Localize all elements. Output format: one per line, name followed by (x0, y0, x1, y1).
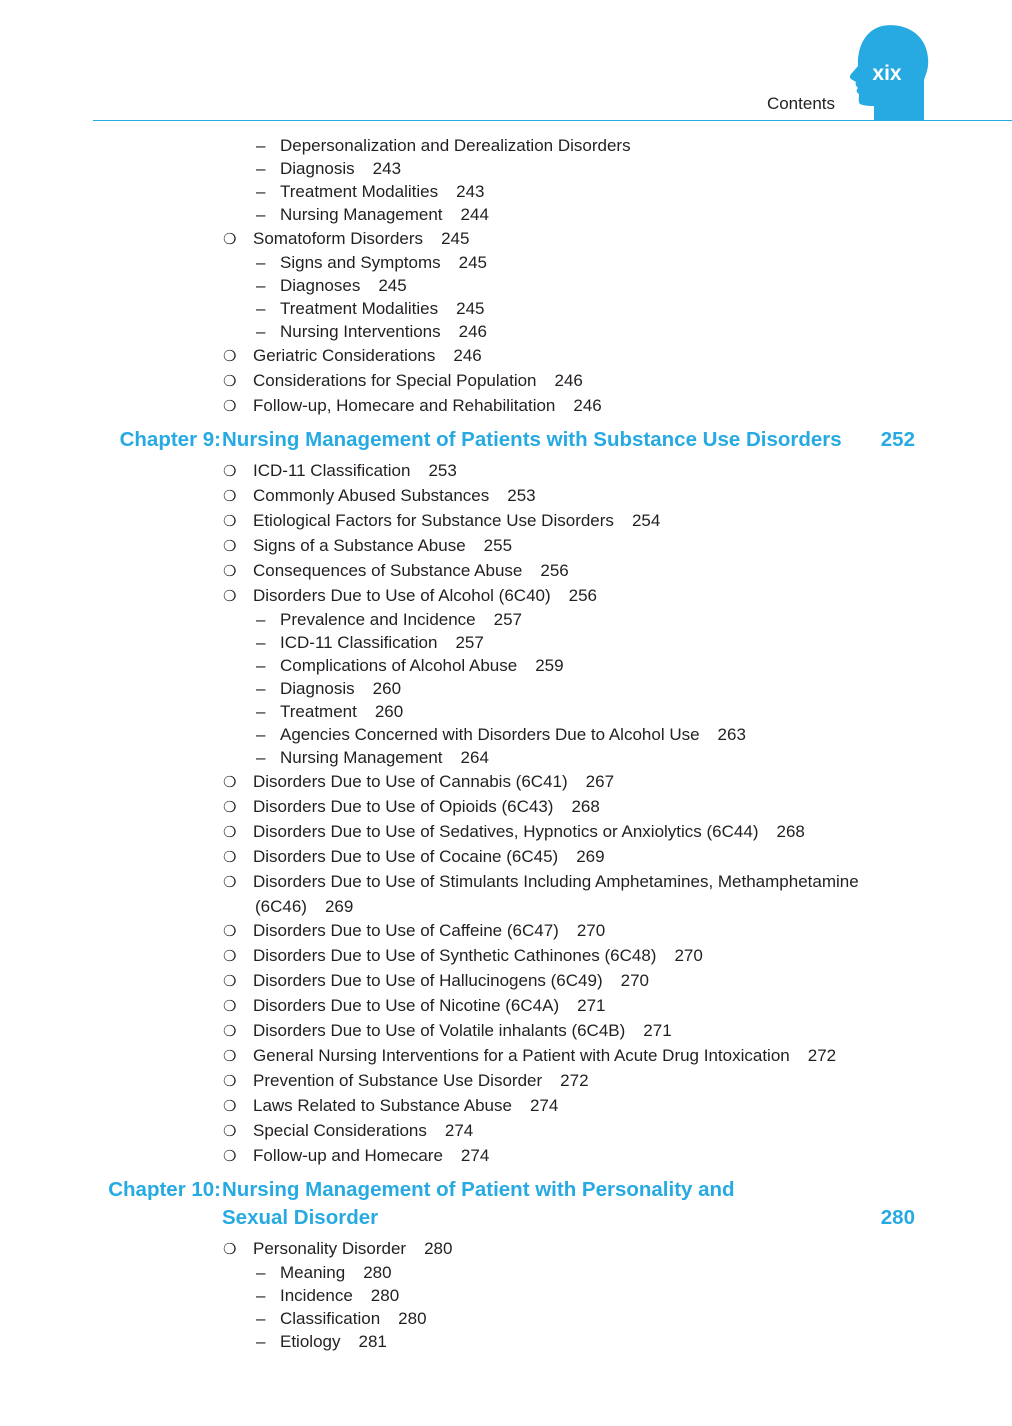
toc-entry[interactable] (223, 769, 1012, 794)
entry-title: Follow-up, Homecare and Rehabilitation (253, 396, 556, 415)
subentry-page-number: 260 (374, 702, 404, 721)
entry-page-number: 274 (460, 1146, 490, 1165)
entry-page-number: 280 (424, 1239, 453, 1258)
subentry-page-number: 259 (535, 656, 564, 675)
entry-page-number: 246 (554, 371, 583, 390)
circle-bullet-icon: ❍ (223, 231, 237, 248)
subentry-title: Classification (280, 1309, 381, 1328)
subentry-title: Diagnosis (280, 679, 355, 698)
header-divider (93, 120, 1012, 121)
subentry-page-number: 264 (460, 748, 489, 767)
toc-entry[interactable] (223, 1236, 1012, 1261)
entry-title: General Nursing Interventions for a Patient with Acute Drug Intoxication (253, 1046, 790, 1065)
dash-bullet-icon: – (256, 136, 266, 155)
chapter-number: Chapter 9: (119, 428, 221, 451)
dash-bullet-icon: – (256, 725, 266, 744)
subentry-title: Nursing Management (280, 205, 443, 224)
subentry-page-number: 245 (456, 299, 485, 318)
entry-title: Disorders Due to Use of Sedatives, Hypnotics or Anxiolytics (6C44) (253, 822, 759, 841)
circle-bullet-icon: ❍ (223, 1048, 237, 1065)
entry-page-number: 271 (643, 1021, 672, 1040)
subentry-title: Nursing Management (280, 748, 443, 767)
entry-page-number: 253 (507, 486, 536, 505)
dash-bullet-icon: – (256, 656, 266, 675)
circle-bullet-icon: ❍ (223, 1241, 237, 1258)
subentry-title: Depersonalization and Derealization Disorders (280, 136, 631, 155)
entry-title: Disorders Due to Use of Opioids (6C43) (253, 797, 554, 816)
entry-page-number: 267 (585, 772, 615, 791)
toc-entry[interactable] (223, 819, 1012, 844)
subentry-title: Etiology (280, 1332, 341, 1351)
circle-bullet-icon: ❍ (223, 1073, 237, 1090)
entry-title: Somatoform Disorders (253, 229, 424, 248)
subentry-title: Agencies Concerned with Disorders Due to Alcohol Use (280, 725, 700, 744)
toc-subentry[interactable] (256, 180, 1012, 203)
entry-title: Commonly Abused Substances (253, 486, 490, 505)
subentry-page-number: 260 (372, 679, 402, 698)
toc-entry[interactable] (223, 918, 1012, 943)
toc-subentry[interactable] (256, 157, 1012, 180)
entry-page-number: 269 (576, 847, 605, 866)
subentry-page-number: 243 (372, 159, 402, 178)
toc-subentry[interactable] (256, 1330, 1012, 1353)
circle-bullet-icon: ❍ (223, 923, 237, 940)
dash-bullet-icon: – (256, 633, 266, 652)
chapter-page-number: 280 (880, 1206, 915, 1229)
subentry-page-number: 244 (460, 205, 489, 224)
circle-bullet-icon: ❍ (223, 774, 237, 791)
entry-title: Disorders Due to Use of Volatile inhalants (6C4B) (253, 1021, 626, 1040)
toc-subentry[interactable] (256, 723, 1012, 746)
circle-bullet-icon: ❍ (223, 799, 237, 816)
toc-subentry[interactable] (256, 1261, 1012, 1284)
entry-title: Personality Disorder (253, 1239, 407, 1258)
entry-title: Disorders Due to Use of Nicotine (6C4A) (253, 996, 560, 1015)
circle-bullet-icon: ❍ (223, 513, 237, 530)
subentry-title: Prevalence and Incidence (280, 610, 476, 629)
toc-entry[interactable] (223, 1118, 1012, 1143)
toc-subentry[interactable] (256, 654, 1012, 677)
entry-title: Follow-up and Homecare (253, 1146, 443, 1165)
toc-entry[interactable] (223, 869, 1012, 918)
toc-entry[interactable] (223, 583, 1012, 608)
subentry-page-number: 257 (493, 610, 523, 629)
chapter-title: Nursing Management of Patients with Substance Use Disorders (222, 428, 842, 451)
toc-entry[interactable] (223, 393, 1012, 418)
toc-entry[interactable] (223, 993, 1012, 1018)
toc-subentry[interactable] (256, 1284, 1012, 1307)
circle-bullet-icon: ❍ (223, 824, 237, 841)
dash-bullet-icon: – (256, 322, 266, 341)
dash-bullet-icon: – (256, 748, 266, 767)
toc-entry[interactable] (223, 508, 1012, 533)
circle-bullet-icon: ❍ (223, 849, 237, 866)
entry-title: Disorders Due to Use of Synthetic Cathinones (6C48) (253, 946, 657, 965)
entry-page-number: 254 (631, 511, 661, 530)
toc-subentry[interactable] (256, 608, 1012, 631)
entry-title: Geriatric Considerations (253, 346, 436, 365)
entry-title: Disorders Due to Use of Cocaine (6C45) (253, 847, 559, 866)
dash-bullet-icon: – (256, 182, 266, 201)
toc-subentry[interactable] (256, 203, 1012, 226)
entry-page-number: 268 (776, 822, 805, 841)
toc-entry[interactable] (223, 1093, 1012, 1118)
toc-entry[interactable] (223, 458, 1012, 483)
dash-bullet-icon: – (256, 205, 266, 224)
subentry-title: Incidence (280, 1286, 353, 1305)
entry-title: Disorders Due to Use of Alcohol (6C40) (253, 586, 551, 605)
subentry-title: Treatment (280, 702, 357, 721)
circle-bullet-icon: ❍ (223, 1123, 237, 1140)
toc-subentry[interactable] (256, 297, 1012, 320)
entry-title: Consequences of Substance Abuse (253, 561, 523, 580)
subentry-page-number: 257 (455, 633, 484, 652)
circle-bullet-icon: ❍ (223, 998, 237, 1015)
toc-entry[interactable] (223, 968, 1012, 993)
entry-title: Signs of a Substance Abuse (253, 536, 466, 555)
dash-bullet-icon: – (256, 1286, 266, 1305)
entry-page-number: 274 (529, 1096, 559, 1115)
toc-subentry[interactable] (256, 134, 1012, 157)
circle-bullet-icon: ❍ (223, 398, 237, 415)
dash-bullet-icon: – (256, 253, 266, 272)
entry-title: Prevention of Substance Use Disorder (253, 1071, 543, 1090)
toc-subentry[interactable] (256, 320, 1012, 343)
toc-entry[interactable] (223, 1068, 1012, 1093)
toc-entry[interactable] (223, 1043, 1012, 1068)
circle-bullet-icon: ❍ (223, 538, 237, 555)
entry-title: Etiological Factors for Substance Use Disorders (253, 511, 614, 530)
running-header: Contents (766, 94, 835, 113)
subentry-page-number: 280 (363, 1263, 392, 1282)
dash-bullet-icon: – (256, 276, 266, 295)
chapter-number: Chapter 10: (108, 1178, 221, 1201)
entry-page-number: 274 (444, 1121, 474, 1140)
toc-subentry[interactable] (256, 677, 1012, 700)
circle-bullet-icon: ❍ (223, 948, 237, 965)
toc-entry[interactable] (223, 368, 1012, 393)
subentry-page-number: 280 (398, 1309, 427, 1328)
dash-bullet-icon: – (256, 1263, 266, 1282)
subentry-title: Treatment Modalities (280, 182, 439, 201)
subentry-title: ICD-11 Classification (280, 633, 438, 652)
subentry-title: Treatment Modalities (280, 299, 439, 318)
toc-entry[interactable] (223, 1143, 1012, 1168)
subentry-page-number: 245 (458, 253, 488, 272)
circle-bullet-icon: ❍ (223, 563, 237, 580)
toc-entry[interactable] (223, 343, 1012, 368)
entry-title: Disorders Due to Use of Cannabis (6C41) (253, 772, 568, 791)
entry-page-number: 272 (560, 1071, 589, 1090)
toc-entry[interactable] (223, 558, 1012, 583)
toc-entry[interactable] (223, 483, 1012, 508)
subentry-page-number: 263 (717, 725, 746, 744)
entry-title: Special Considerations (253, 1121, 427, 1140)
chapter-page-number: 252 (880, 428, 915, 451)
circle-bullet-icon: ❍ (223, 874, 237, 891)
toc-entry[interactable] (223, 844, 1012, 869)
toc-entry[interactable] (223, 943, 1012, 968)
entry-page-number: 246 (573, 396, 602, 415)
chapter-title: Nursing Management of Patient with Personality and Sexual Disorder (222, 1178, 735, 1229)
subentry-page-number: 280 (370, 1286, 400, 1305)
dash-bullet-icon: – (256, 299, 266, 318)
entry-page-number: 270 (674, 946, 703, 965)
entry-page-number: 270 (576, 921, 606, 940)
subentry-title: Complications of Alcohol Abuse (280, 656, 518, 675)
toc-subentry[interactable] (256, 631, 1012, 654)
entry-page-number: 268 (571, 797, 600, 816)
circle-bullet-icon: ❍ (223, 488, 237, 505)
dash-bullet-icon: – (256, 610, 266, 629)
subentry-title: Diagnoses (280, 276, 361, 295)
dash-bullet-icon: – (256, 159, 266, 178)
subentry-title: Diagnosis (280, 159, 355, 178)
entry-page-number: 270 (620, 971, 649, 990)
toc-subentry[interactable] (256, 700, 1012, 723)
chapter-heading[interactable] (0, 1176, 1012, 1232)
circle-bullet-icon: ❍ (223, 588, 237, 605)
circle-bullet-icon: ❍ (223, 973, 237, 990)
circle-bullet-icon: ❍ (223, 463, 237, 480)
entry-page-number: 245 (441, 229, 470, 248)
entry-page-number: 269 (324, 897, 354, 916)
toc-subentry[interactable] (256, 746, 1012, 769)
dash-bullet-icon: – (256, 679, 266, 698)
entry-title: Considerations for Special Population (253, 371, 537, 390)
dash-bullet-icon: – (256, 1309, 266, 1328)
circle-bullet-icon: ❍ (223, 1148, 237, 1165)
entry-title: Disorders Due to Use of Stimulants Including Amphetamines, Methamphetamine (253, 872, 859, 891)
subentry-title: Signs and Symptoms (280, 253, 441, 272)
toc-entry[interactable] (223, 1018, 1012, 1043)
entry-page-number: 255 (483, 536, 513, 555)
entry-page-number: 253 (428, 461, 457, 480)
entry-title: ICD-11 Classification (253, 461, 411, 480)
dash-bullet-icon: – (256, 702, 266, 721)
entry-page-number: 272 (807, 1046, 837, 1065)
entry-continuation-text: (6C46) (255, 897, 307, 916)
circle-bullet-icon: ❍ (223, 348, 237, 365)
subentry-title: Meaning (280, 1263, 346, 1282)
circle-bullet-icon: ❍ (223, 1098, 237, 1115)
entry-title: Disorders Due to Use of Caffeine (6C47) (253, 921, 559, 940)
subentry-title: Nursing Interventions (280, 322, 441, 341)
toc-entry[interactable] (223, 226, 1012, 251)
toc-entry[interactable] (223, 533, 1012, 558)
entry-title: Disorders Due to Use of Hallucinogens (6C49) (253, 971, 603, 990)
entry-title: Laws Related to Substance Abuse (253, 1096, 512, 1115)
circle-bullet-icon: ❍ (223, 373, 237, 390)
toc-subentry[interactable] (256, 1307, 1012, 1330)
toc-subentry[interactable] (256, 251, 1012, 274)
subentry-page-number: 246 (458, 322, 488, 341)
subentry-page-number: 281 (358, 1332, 387, 1351)
dash-bullet-icon: – (256, 1332, 266, 1351)
toc-entry[interactable] (223, 794, 1012, 819)
toc-subentry[interactable] (256, 274, 1012, 297)
chapter-heading[interactable] (0, 426, 1012, 454)
entry-title-continuation (255, 895, 1012, 918)
table-of-contents (0, 134, 1012, 1353)
entry-page-number: 256 (568, 586, 598, 605)
circle-bullet-icon: ❍ (223, 1023, 237, 1040)
subentry-page-number: 245 (378, 276, 407, 295)
entry-page-number: 256 (540, 561, 569, 580)
subentry-page-number: 243 (456, 182, 485, 201)
entry-page-number: 271 (577, 996, 606, 1015)
page-number: xix (872, 62, 902, 85)
entry-page-number: 246 (453, 346, 482, 365)
